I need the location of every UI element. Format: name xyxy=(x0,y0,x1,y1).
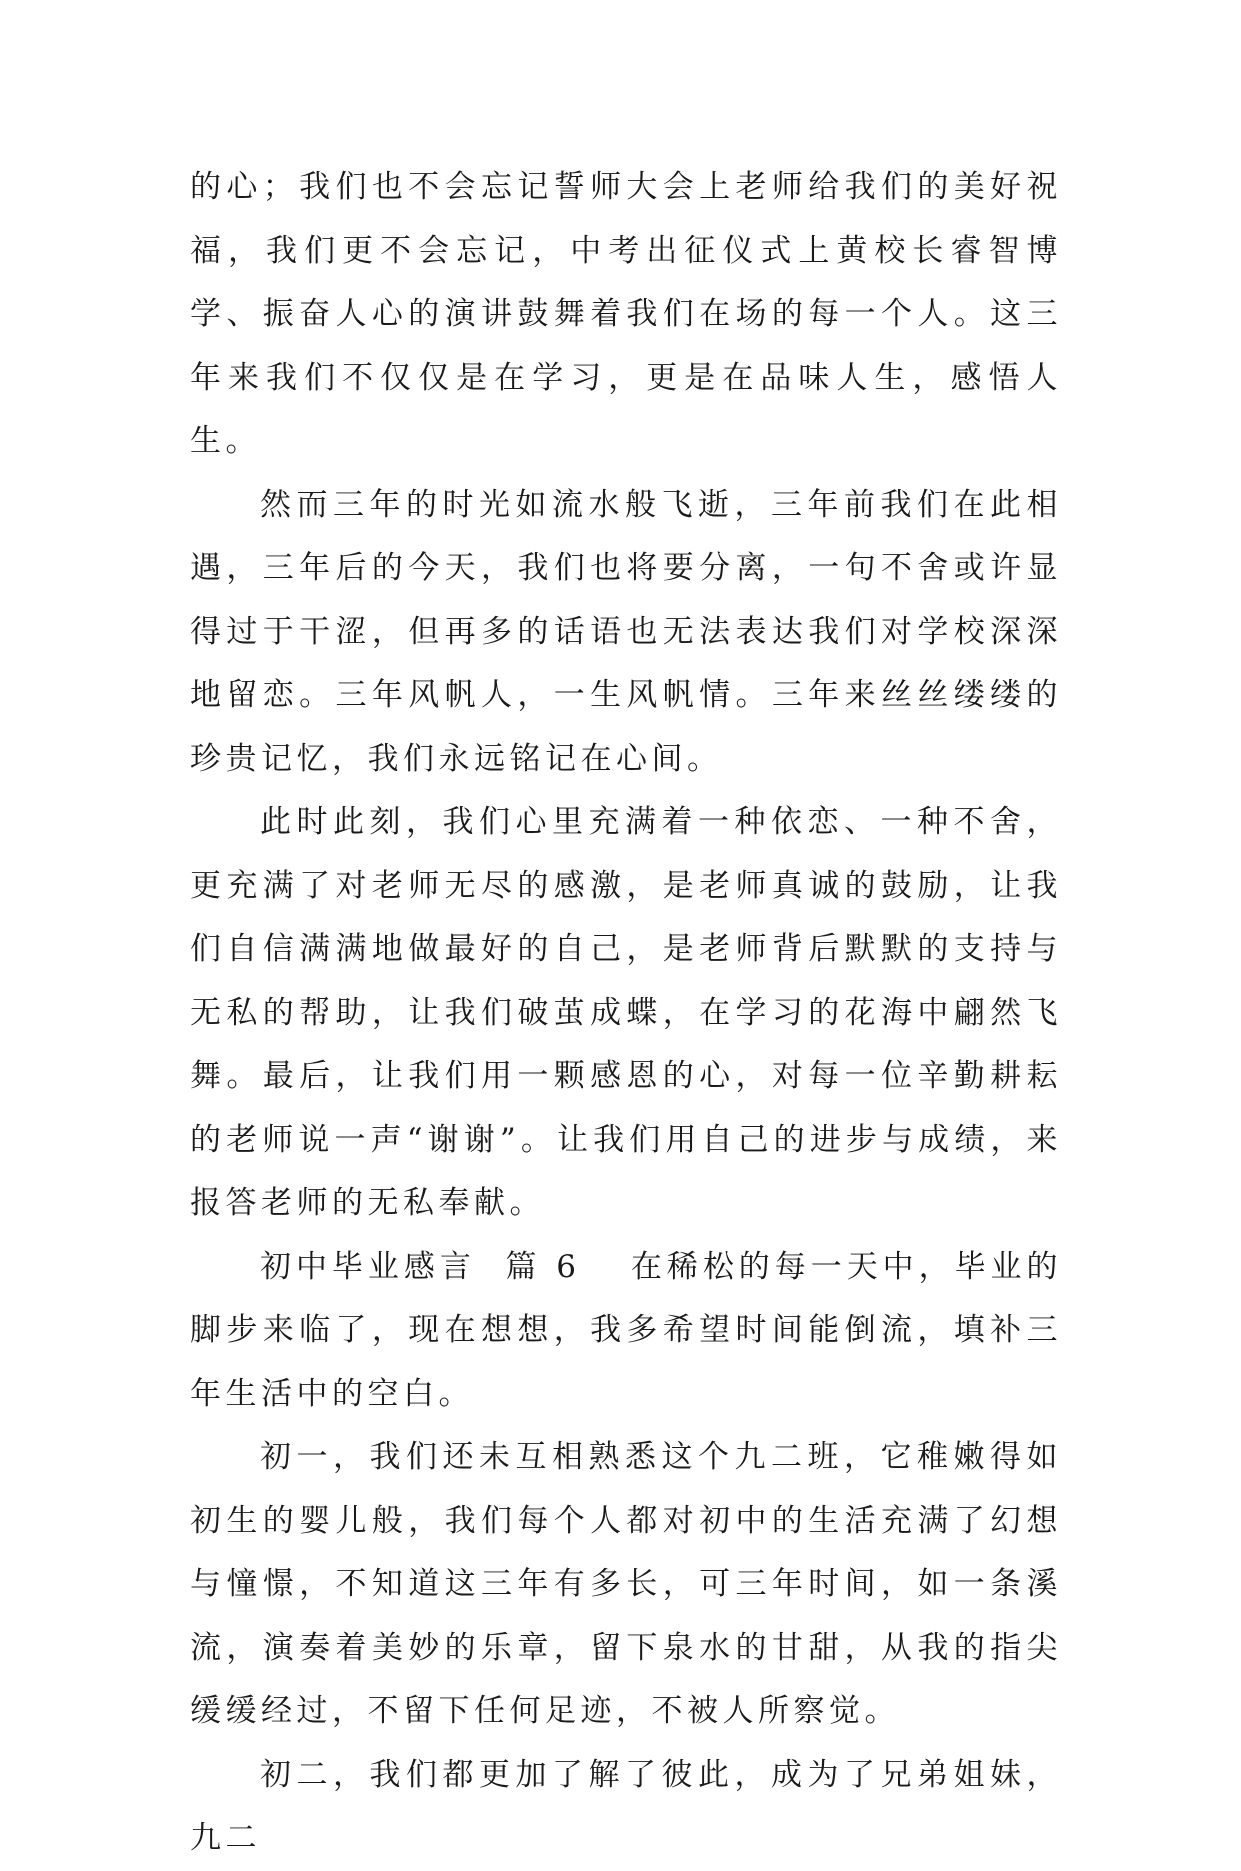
section-heading: 初中毕业感言 xyxy=(260,1248,476,1285)
paragraph-text: 在稀松的每一天中，毕业的脚步来临了，现在想想，我多希望时间能倒流，填补三年生活中的空白。 xyxy=(190,1248,1063,1412)
paragraph-4 xyxy=(190,1236,1062,1427)
paragraph-5 xyxy=(190,1426,1062,1744)
paragraph-2 xyxy=(190,474,1062,792)
body-text xyxy=(190,156,1062,1871)
section-label: 篇 6 xyxy=(505,1248,581,1285)
paragraph-text: 的心；我们也不会忘记誓师大会上老师给我们的美好祝福，我们更不会忘记，中考出征仪式上黄校长睿智博学、振奋人心的演讲鼓舞着我们在场的每一个人。这三年来我们不仅仅是在学习，更是在品味人生，感悟人生。 xyxy=(190,169,1062,459)
paragraph-1 xyxy=(190,156,1062,474)
paragraph-3 xyxy=(190,791,1062,1236)
paragraph-text: 初二，我们都更加了解了彼此，成为了兄弟姐妹，九二 xyxy=(190,1756,1062,1856)
paragraph-6 xyxy=(190,1744,1062,1871)
paragraph-text: 初一，我们还未互相熟悉这个九二班，它稚嫩得如初生的婴儿般，我们每个人都对初中的生活充满了幻想与憧憬，不知道这三年有多长，可三年时间，如一条溪流，演奏着美妙的乐章，留下泉水的甘甜，从我的指尖缓缓经过，不留下任何足迹，不被人所察觉。 xyxy=(190,1439,1062,1729)
paragraph-text: 此时此刻，我们心里充满着一种依恋、一种不舍，更充满了对老师无尽的感激，是老师真诚的鼓励，让我们自信满满地做最好的自己，是老师背后默默的支持与无私的帮助，让我们破茧成蝶，在学习的花海中翩然飞舞。最后，让我们用一颗感恩的心，对每一位辛勤耕耘的老师说一声“谢谢”。让我们用自己的进步与成绩，来报答老师的无私奉献。 xyxy=(190,804,1062,1221)
paragraph-text: 然而三年的时光如流水般飞逝，三年前我们在此相遇，三年后的今天，我们也将要分离，一句不舍或许显得过于干涩，但再多的话语也无法表达我们对学校深深地留恋。三年风帆人，一生风帆情。三年来丝丝缕缕的珍贵记忆，我们永远铭记在心间。 xyxy=(190,486,1062,777)
